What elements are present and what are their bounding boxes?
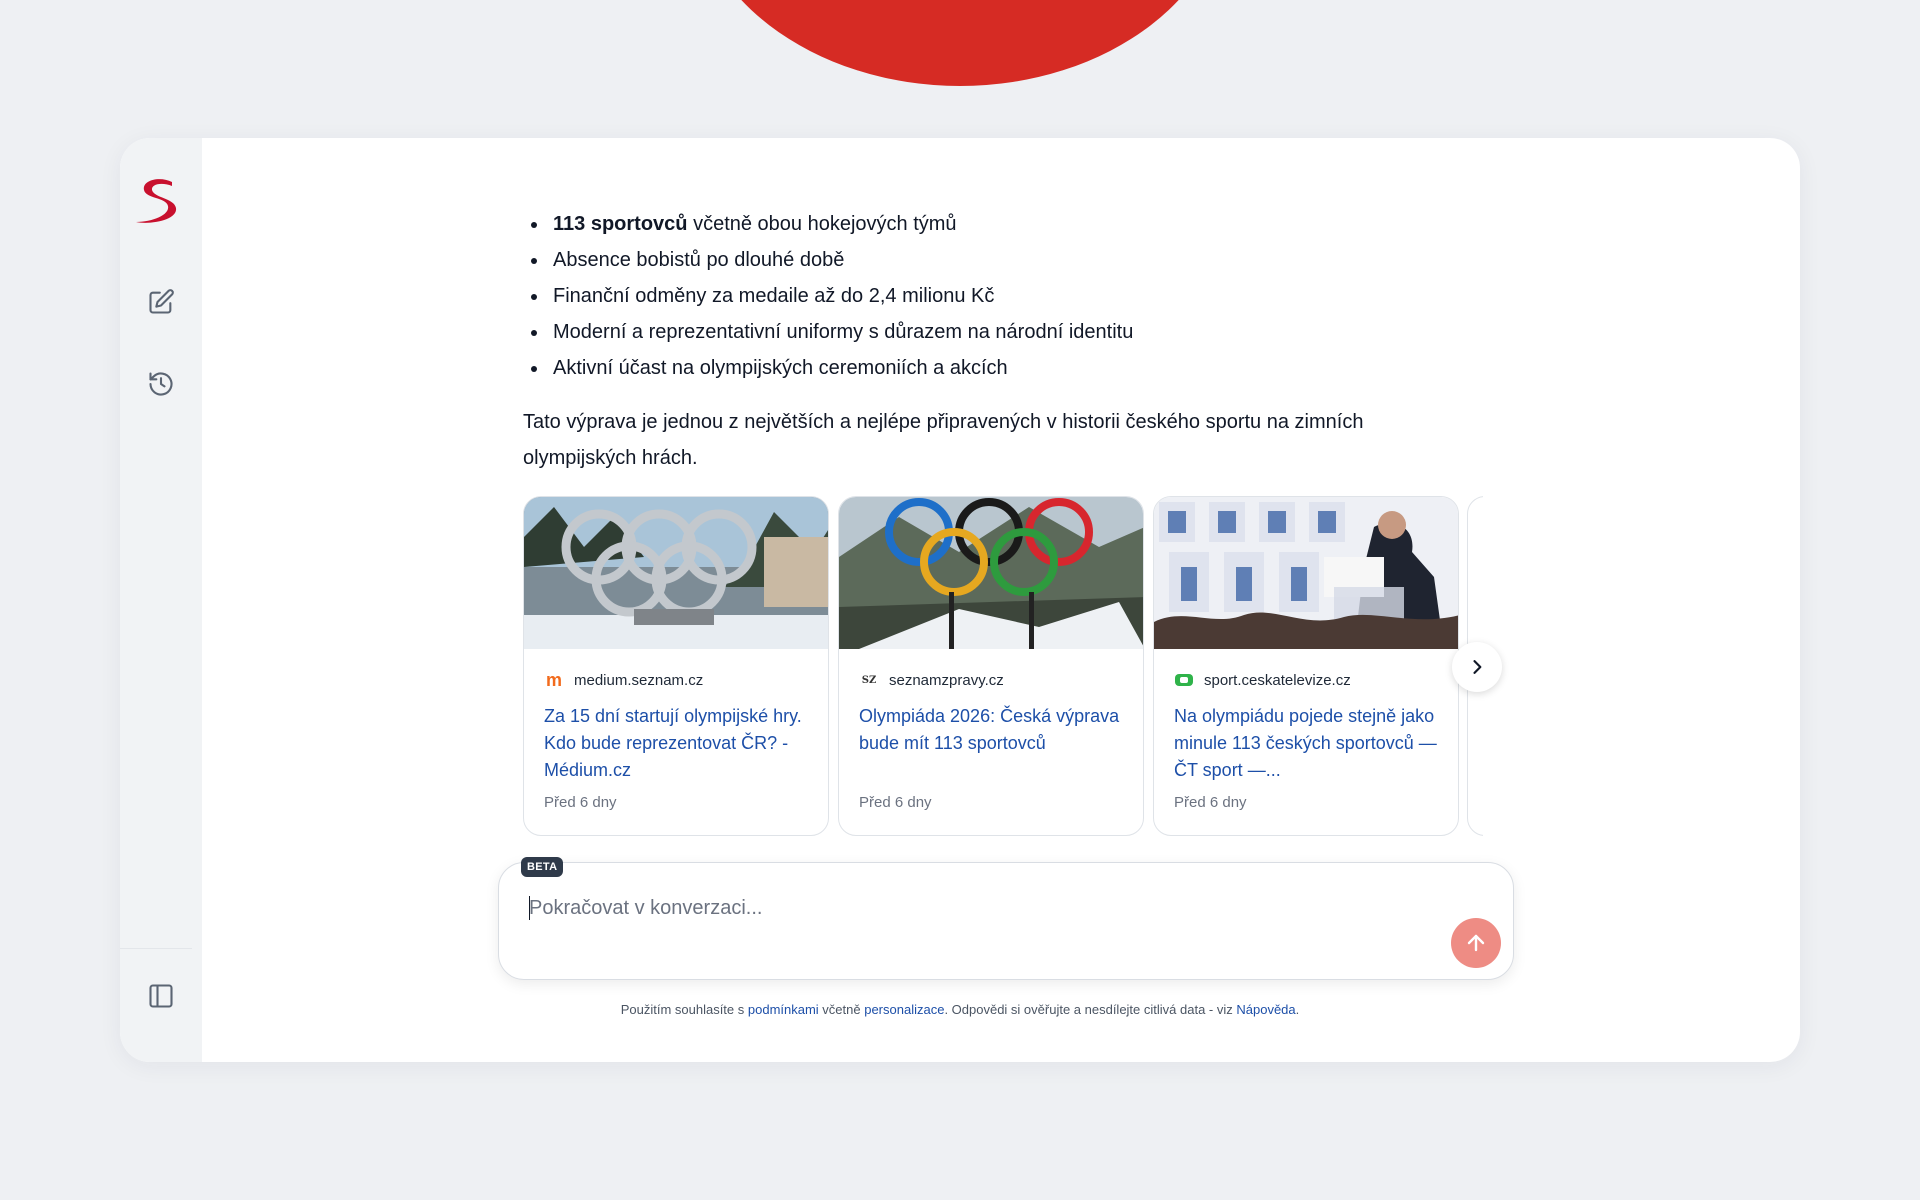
beta-badge: BETA [521, 857, 563, 877]
message-input[interactable] [529, 893, 1429, 923]
message-composer [498, 862, 1514, 980]
card-image-olympic-rings-snow [524, 497, 828, 649]
new-chat-button[interactable] [139, 280, 183, 324]
personalization-link[interactable]: personalizace [864, 1002, 945, 1017]
list-item: Moderní a reprezentativní uniformy s důrazem na národní identitu [523, 314, 1423, 350]
source-card[interactable] [838, 496, 1144, 836]
card-time: Před 6 dny [859, 794, 932, 811]
arrow-up-icon [1464, 931, 1488, 955]
list-item: Absence bobistů po dlouhé době [523, 242, 1423, 278]
medium-favicon-icon: m [545, 669, 562, 690]
terms-link[interactable]: podmínkami [747, 1002, 819, 1017]
card-image-olympic-rings-mountains [839, 497, 1143, 649]
sidebar [120, 138, 202, 1062]
card-time: Před 6 dny [544, 794, 617, 811]
footer-disclaimer: Použitím souhlasíte s podmínkami včetně personalizace. Odpovědi si ověřujte a nesdílejte citlivá data - viz Nápověda. [620, 1002, 1300, 1017]
send-button[interactable] [1451, 918, 1501, 968]
source-card[interactable] [523, 496, 829, 836]
card-source: sport.ceskatelevize.cz [1174, 669, 1438, 691]
history-icon [147, 370, 175, 398]
seznamzpravy-favicon-icon: SZ [861, 674, 877, 686]
card-source: SZ seznamzpravy.cz [859, 669, 1123, 691]
card-image-press-conference [1154, 497, 1458, 649]
card-title[interactable]: Za 15 dní startují olympijské hry. Kdo bude reprezentovat ČR? - Médium.cz [544, 706, 802, 780]
help-link[interactable]: Nápověda [1236, 1002, 1296, 1017]
answer-bullet-list [523, 206, 1423, 386]
history-button[interactable] [139, 362, 183, 406]
source-card[interactable] [1153, 496, 1459, 836]
ct-sport-favicon-icon [1174, 672, 1194, 688]
carousel-next-button[interactable] [1452, 642, 1502, 692]
answer-summary: Tato výprava je jednou z největších a nejlépe připravených v historii českého sportu na zimních olympijských hrách. [523, 411, 1364, 469]
chevron-right-icon [1467, 657, 1487, 677]
card-title[interactable]: Na olympiádu pojede stejně jako minule 113 českých sportovců — ČT sport —... [1174, 706, 1437, 780]
list-item: Aktivní účast na olympijských ceremoniích a akcích [523, 350, 1423, 386]
list-item: Finanční odměny za medaile až do 2,4 milionu Kč [523, 278, 1423, 314]
seznam-logo[interactable] [132, 172, 182, 228]
text-caret [529, 896, 530, 920]
edit-icon [147, 288, 175, 316]
sidebar-divider [120, 948, 192, 949]
card-title[interactable]: Olympiáda 2026: Česká výprava bude mít 113 sportovců [859, 706, 1120, 753]
chat-window [120, 138, 1800, 1062]
source-cards-carousel [523, 496, 1483, 838]
card-source: m medium.seznam.cz [545, 669, 704, 690]
card-time: Před 6 dny [1174, 794, 1247, 811]
decorative-red-circle [690, 0, 1230, 86]
list-item: 113 sportovců včetně obou hokejových týmů [523, 206, 1423, 242]
